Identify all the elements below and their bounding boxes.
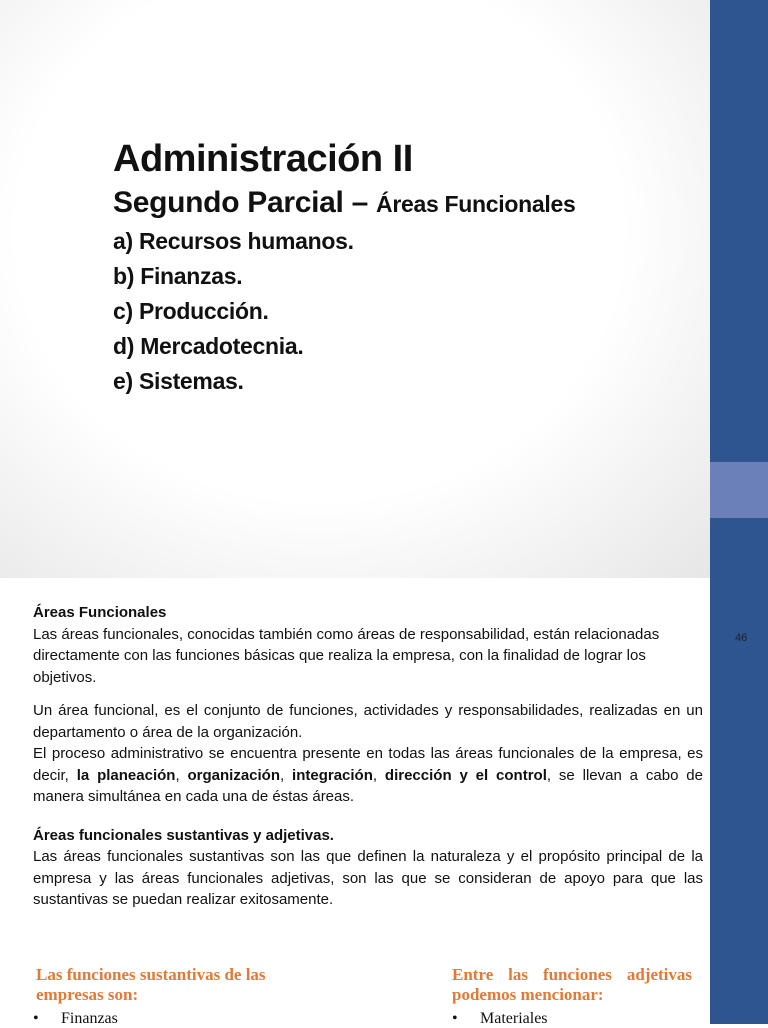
process-sep-1: ,: [175, 766, 188, 784]
process-planning: la planeación: [76, 766, 176, 784]
process-direction-control: dirección y el control: [384, 766, 547, 784]
process-sep-2: ,: [280, 766, 293, 784]
substantive-functions-heading: Las funciones sustantivas de las empresas son:: [36, 965, 266, 1004]
adjective-functions-heading: Entre las funciones adjetivas podemos mencionar:: [452, 965, 692, 1004]
paragraph-process: [33, 743, 703, 808]
process-sep-3: ,: [372, 766, 385, 784]
paragraph-functional-area: Un área funcional, es el conjunto de funciones, actividades y responsabilidades, realizadas en un departamento o área de la organización.: [33, 702, 703, 741]
page-number: 46: [735, 632, 748, 644]
bullet-text-materiales: Materiales: [480, 1010, 548, 1027]
list-item: [452, 1010, 548, 1028]
slide-title: Administración II: [113, 138, 413, 180]
process-text-post: , se llevan a cabo de manera simultánea en cada una de éstas áreas.: [33, 766, 703, 805]
bullet-icon: •: [452, 1010, 458, 1027]
slide-side-accent: [710, 462, 768, 518]
topic-item-d: d) Mercadotecnia.: [113, 333, 304, 359]
process-organization: organización: [187, 766, 280, 784]
topic-item-a: a) Recursos humanos.: [113, 228, 354, 254]
subtitle-small: Áreas Funcionales: [376, 191, 576, 217]
document-text: [33, 602, 703, 911]
list-item: [33, 1010, 118, 1028]
slide-subtitle: [113, 183, 575, 224]
paragraph-substantive: Las áreas funcionales sustantivas son las que definen la naturaleza y el propósito principal de la empresa y las áreas funcionales adjetivas, son las que se consideran de apoyo para que las sustantivas se puedan realizar exitosamente.: [33, 848, 703, 908]
section-heading-areas: Áreas Funcionales: [33, 604, 167, 621]
slide-title-block: [113, 135, 575, 399]
topic-item-b: b) Finanzas.: [113, 263, 243, 289]
process-text-pre: El proceso administrativo se encuentra presente en todas las áreas funcionales de la empresa, es decir,: [33, 745, 703, 784]
process-integration: integración: [292, 766, 373, 784]
bullet-icon: •: [33, 1010, 39, 1027]
bullet-text-finanzas: Finanzas: [61, 1010, 118, 1027]
subtitle-main: Segundo Parcial –: [113, 186, 377, 219]
topic-item-e: e) Sistemas.: [113, 368, 244, 394]
paragraph-definition: Las áreas funcionales, conocidas también como áreas de responsabilidad, están relacionadas directamente con las funciones básicas que realiza la empresa, con la finalidad de lograr los objetivos.: [33, 625, 660, 686]
topic-item-c: c) Producción.: [113, 298, 269, 324]
section-heading-substantive: Áreas funcionales sustantivas y adjetivas.: [33, 826, 334, 844]
